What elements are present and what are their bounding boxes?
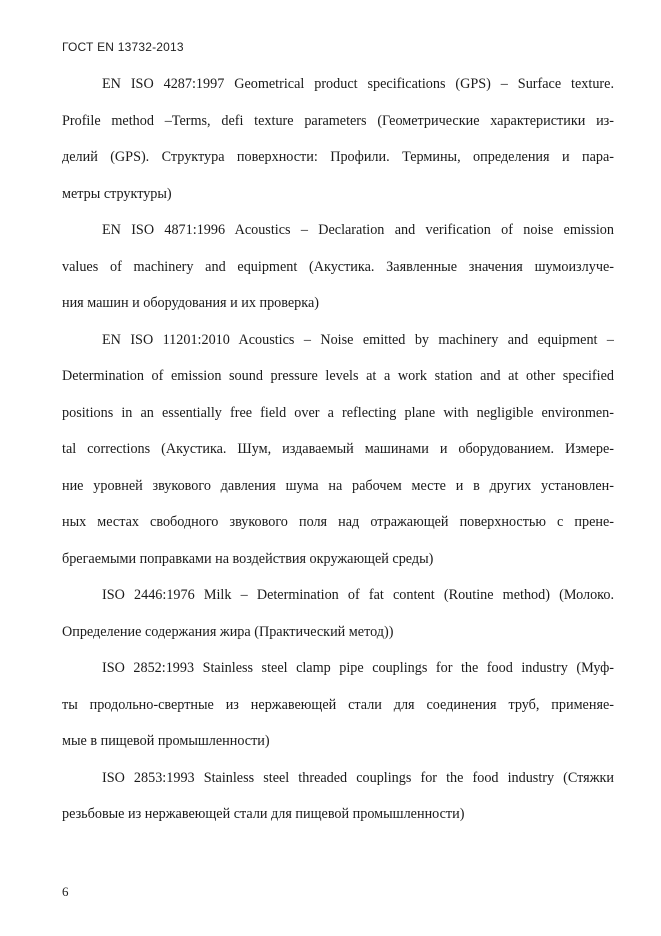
reference-line: ISO 2852:1993 Stainless steel clamp pipe couplings for the food industry (Муф- bbox=[102, 660, 614, 676]
reference-entry bbox=[62, 577, 614, 650]
reference-line: tal corrections (Акустика. Шум, издаваемый машинами и оборудованием. Измере- bbox=[62, 441, 614, 457]
reference-line: ISO 2853:1993 Stainless steel threaded couplings for the food industry (Стяжки bbox=[102, 769, 614, 786]
reference-line: мые в пищевой промышленности) bbox=[62, 733, 270, 749]
reference-line: ных местах свободного звукового поля над отражающей поверхностью с прене- bbox=[62, 514, 614, 530]
reference-line: ния машин и оборудования и их проверка) bbox=[62, 295, 319, 311]
reference-entry bbox=[62, 760, 614, 833]
reference-line: ISO 2446:1976 Milk – Determination of fat content (Routine method) (Молоко. bbox=[102, 587, 614, 603]
reference-line: Определение содержания жира (Практический метод)) bbox=[62, 623, 394, 640]
reference-entry bbox=[62, 66, 614, 212]
reference-line: брегаемыми поправками на воздействия окружающей среды) bbox=[62, 550, 434, 567]
reference-line: EN ISO 4287:1997 Geometrical product specifications (GPS) – Surface texture. bbox=[102, 76, 614, 92]
reference-line: ние уровней звукового давления шума на рабочем месте и в других установлен- bbox=[62, 477, 614, 494]
reference-line: Profile method –Terms, defi texture parameters (Геометрические характеристики из- bbox=[62, 112, 614, 129]
normative-references bbox=[62, 66, 614, 833]
reference-entry bbox=[62, 650, 614, 760]
document-header: ГОСТ EN 13732-2013 bbox=[62, 40, 184, 54]
reference-line: EN ISO 11201:2010 Acoustics – Noise emitted by machinery and equipment – bbox=[102, 331, 614, 348]
reference-line: Determination of emission sound pressure levels at a work station and at other specified bbox=[62, 368, 614, 384]
reference-line: ты продольно-свертные из нержавеющей стали для соединения труб, применяе- bbox=[62, 696, 614, 713]
reference-entry bbox=[62, 212, 614, 322]
reference-line: метры структуры) bbox=[62, 185, 172, 202]
reference-line: positions in an essentially free field over a reflecting plane with negligible environmen- bbox=[62, 404, 614, 421]
reference-line: values of machinery and equipment (Акустика. Заявленные значения шумоизлуче- bbox=[62, 258, 614, 275]
reference-line: резьбовые из нержавеющей стали для пищевой промышленности) bbox=[62, 806, 465, 822]
reference-line: делий (GPS). Структура поверхности: Профили. Термины, определения и пара- bbox=[62, 149, 614, 165]
reference-line: EN ISO 4871:1996 Acoustics – Declaration and verification of noise emission bbox=[102, 222, 614, 238]
reference-entry bbox=[62, 322, 614, 578]
page-number: 6 bbox=[62, 884, 69, 899]
